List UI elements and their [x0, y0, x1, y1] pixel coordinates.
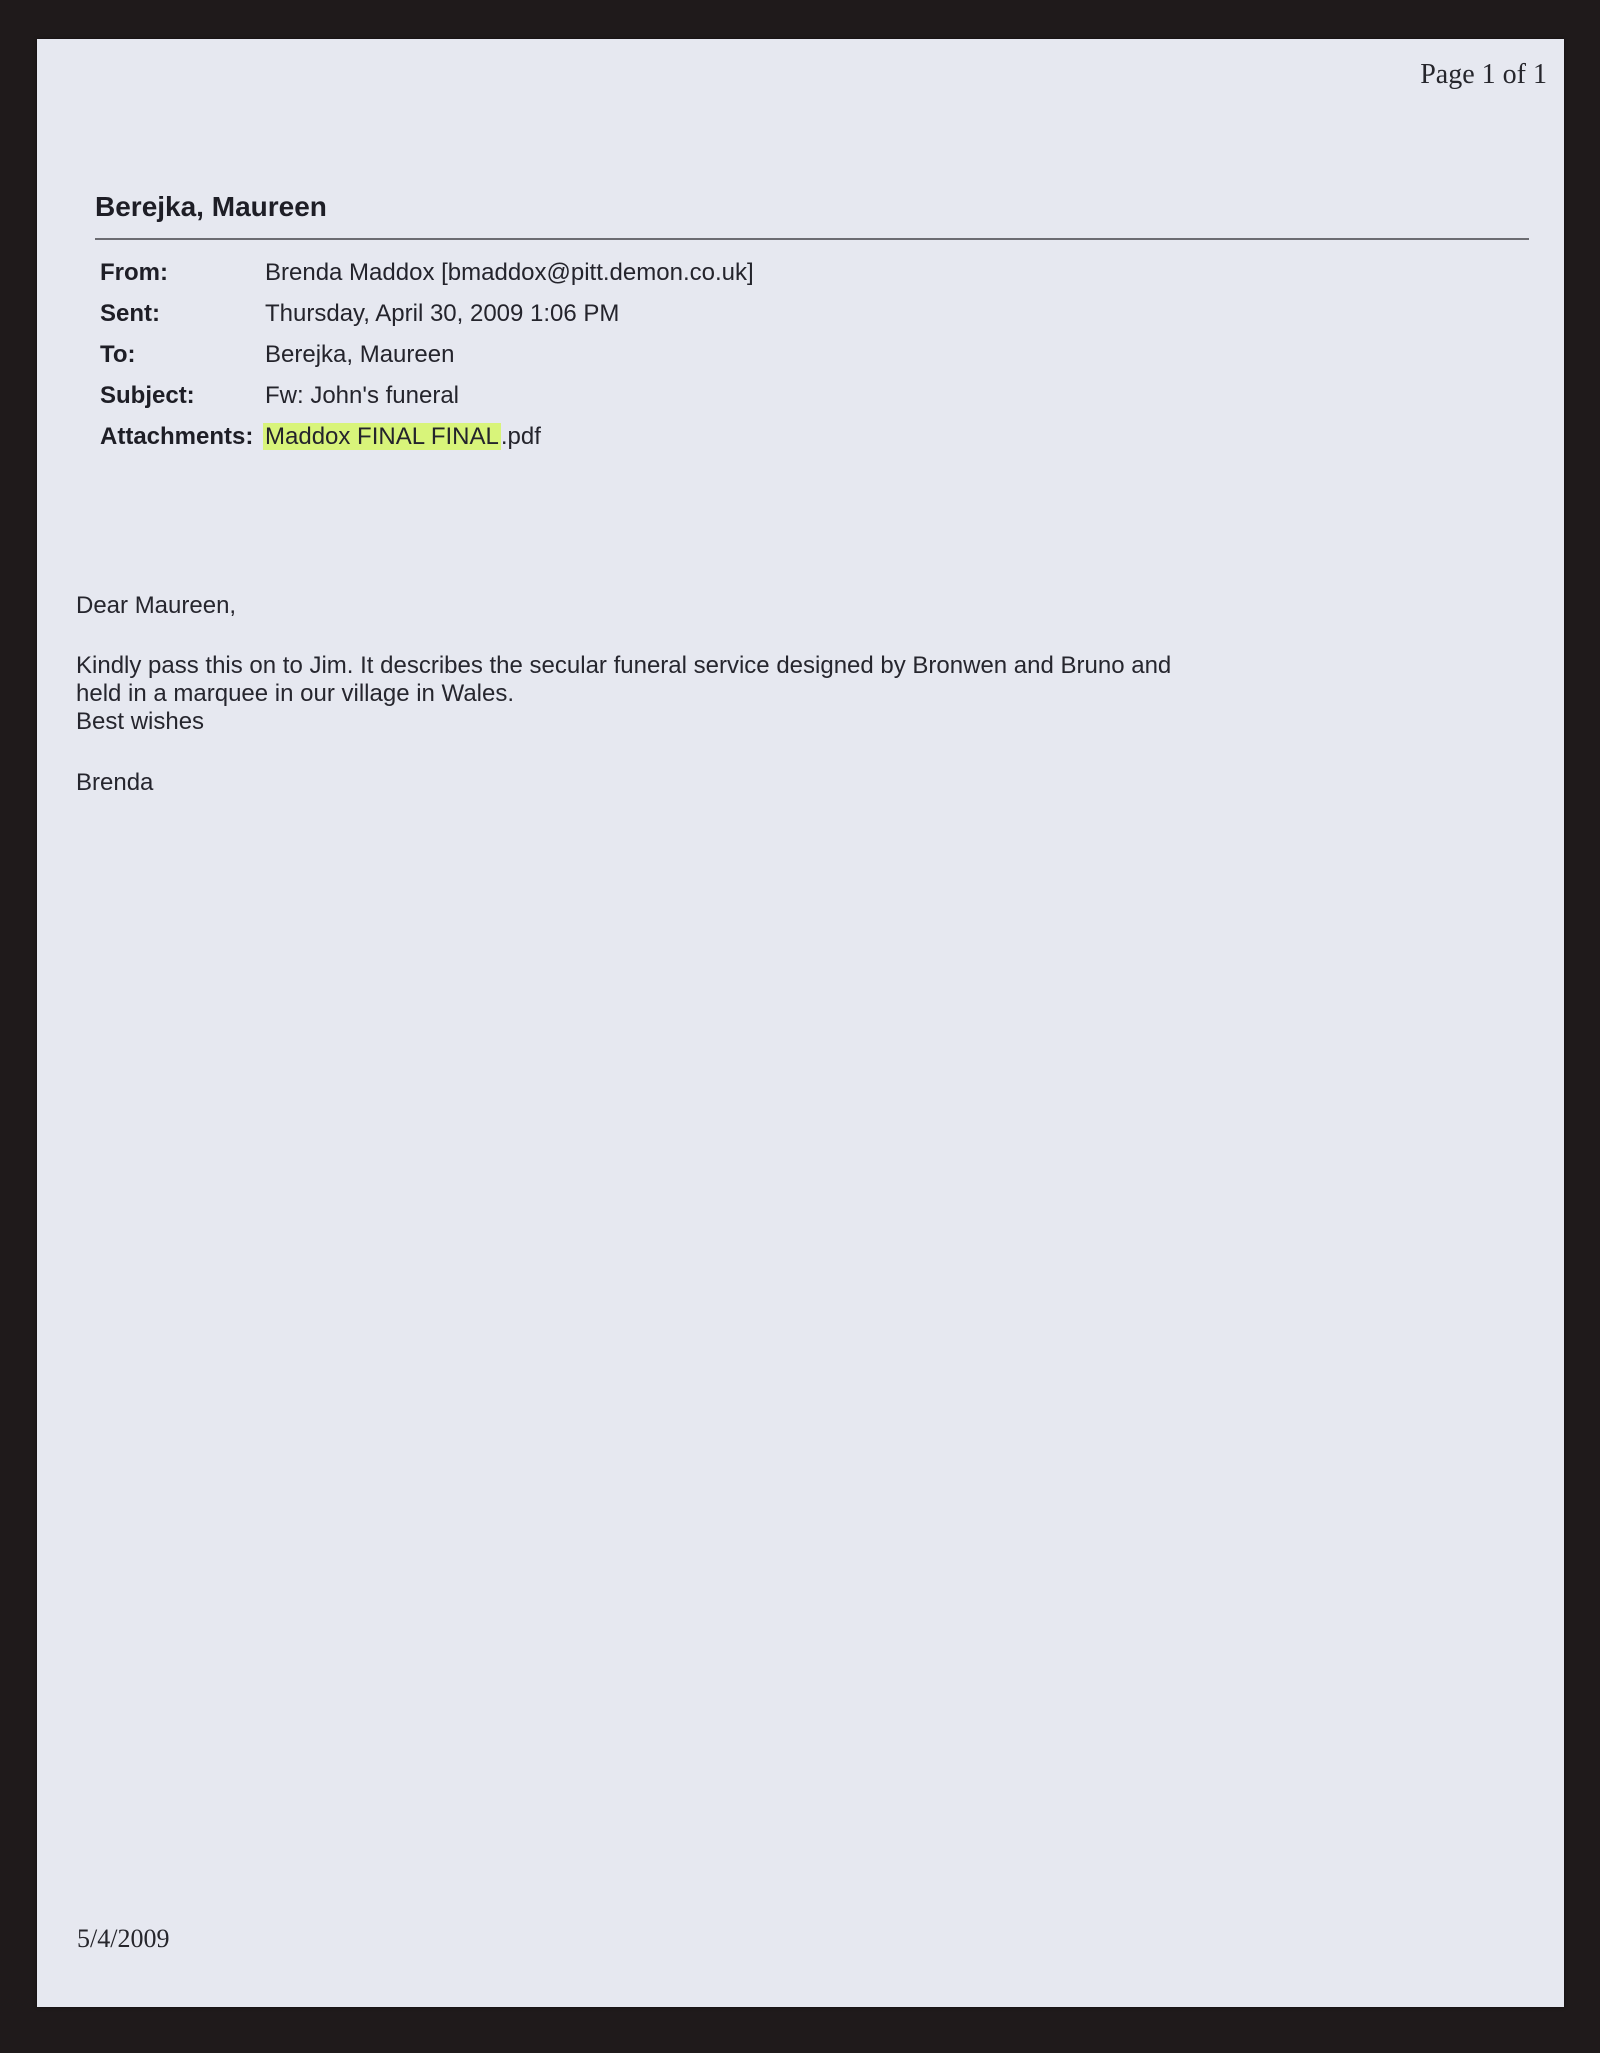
print-date: 5/4/2009 [77, 1924, 170, 1953]
body-line-1: Kindly pass this on to Jim. It describes the secular funeral service designed by Bronwen and Bruno and [76, 652, 1172, 679]
to-value: Berejka, Maureen [265, 341, 455, 368]
signature: Brenda [76, 769, 154, 796]
header-divider [95, 238, 1529, 240]
attachments-label: Attachments: [100, 423, 254, 450]
sent-label: Sent: [100, 300, 160, 327]
body-line-2: held in a marquee in our village in Wales. [76, 680, 515, 707]
mailbox-owner-title: Berejka, Maureen [95, 191, 327, 222]
paper-page [37, 39, 1564, 2007]
greeting: Dear Maureen, [76, 592, 237, 619]
from-label: From: [100, 259, 168, 286]
page-number: Page 1 of 1 [1420, 59, 1547, 90]
subject-value: Fw: John's funeral [265, 382, 460, 409]
attachment-extension: .pdf [500, 423, 541, 450]
sent-value: Thursday, April 30, 2009 1:06 PM [265, 300, 620, 327]
subject-label: Subject: [100, 382, 195, 409]
attachment-filename [265, 423, 541, 451]
closing: Best wishes [76, 708, 205, 735]
from-value: Brenda Maddox [bmaddox@pitt.demon.co.uk] [265, 259, 754, 286]
attachment-name-highlighted: Maddox FINAL FINAL [265, 423, 499, 450]
to-label: To: [100, 341, 136, 368]
email-body [76, 592, 1276, 797]
